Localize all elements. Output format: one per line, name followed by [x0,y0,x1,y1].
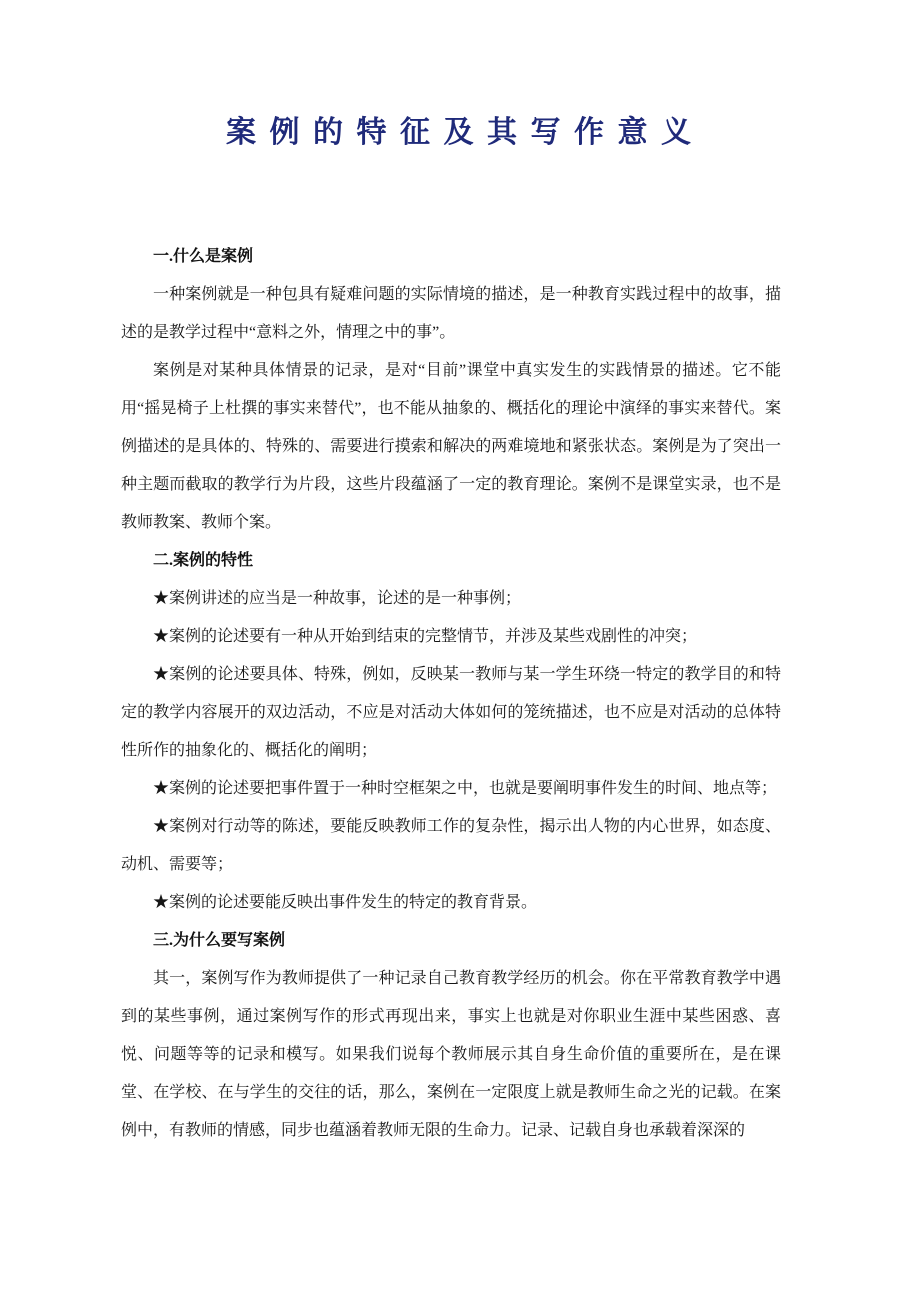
paragraph-reason-one: 其一，案例写作为教师提供了一种记录自己教育教学经历的机会。你在平常教育教学中遇到的某些事例，通过案例写作的形式再现出来，事实上也就是对你职业生涯中某些困惑、喜悦、问题等等的记录和模写。如果我们说每个教师展示其自身生命价值的重要所在，是在课堂、在学校、在与学生的交往的话，那么，案例在一定限度上就是教师生命之光的记载。在案例中，有教师的情感，同步也蕴涵着教师无限的生命力。记录、记载自身也承载着深深的 [121,970,781,1139]
bullet-reflect-complexity: ★案例对行动等的陈述，要能反映教师工作的复杂性，揭示出人物的内心世界，如态度、动机、需要等； [121,818,781,873]
paragraph-case-definition: 一种案例就是一种包具有疑难问题的实际情境的描述，是一种教育实践过程中的故事，描述的是教学过程中“意料之外，情理之中的事”。 [121,286,781,341]
paragraph-case-description: 案例是对某种具体情景的记录，是对“目前”课堂中真实发生的实践情景的描述。它不能用“摇晃椅子上杜撰的事实来替代”，也不能从抽象的、概括化的理论中演绎的事实来替代。案例描述的是具体的、特殊的、需要进行摸索和解决的两难境地和紧张状态。案例是为了突出一种主题而截取的教学行为片段，这些片段蕴涵了一定的教育理论。案例不是课堂实录，也不是教师教案、教师个案。 [121,362,781,531]
document-body [121,238,781,1150]
bullet-time-space-frame: ★案例的论述要把事件置于一种时空框架之中，也就是要阐明事件发生的时间、地点等； [153,780,778,797]
bullet-case-is-story: ★案例讲述的应当是一种故事，论述的是一种事例； [153,590,522,607]
bullet-complete-plot: ★案例的论述要有一种从开始到结束的完整情节，并涉及某些戏剧性的冲突； [153,628,698,645]
bullet-specific-particular: ★案例的论述要具体、特殊，例如，反映某一教师与某一学生环绕一特定的教学目的和特定的教学内容展开的双边活动，不应是对活动大体如何的笼统描述，也不应是对活动的总体特性所作的抽象化的、概括化的阐明； [121,666,781,759]
bullet-education-background: ★案例的论述要能反映出事件发生的特定的教育背景。 [153,894,538,911]
section-heading-why-write-cases: 三.为什么要写案例 [153,932,286,949]
section-heading-what-is-a-case: 一.什么是案例 [153,248,254,265]
section-heading-case-characteristics: 二.案例的特性 [153,552,254,569]
document-title: 案 例 的 特 征 及 其 写 作 意 义 [226,116,694,149]
